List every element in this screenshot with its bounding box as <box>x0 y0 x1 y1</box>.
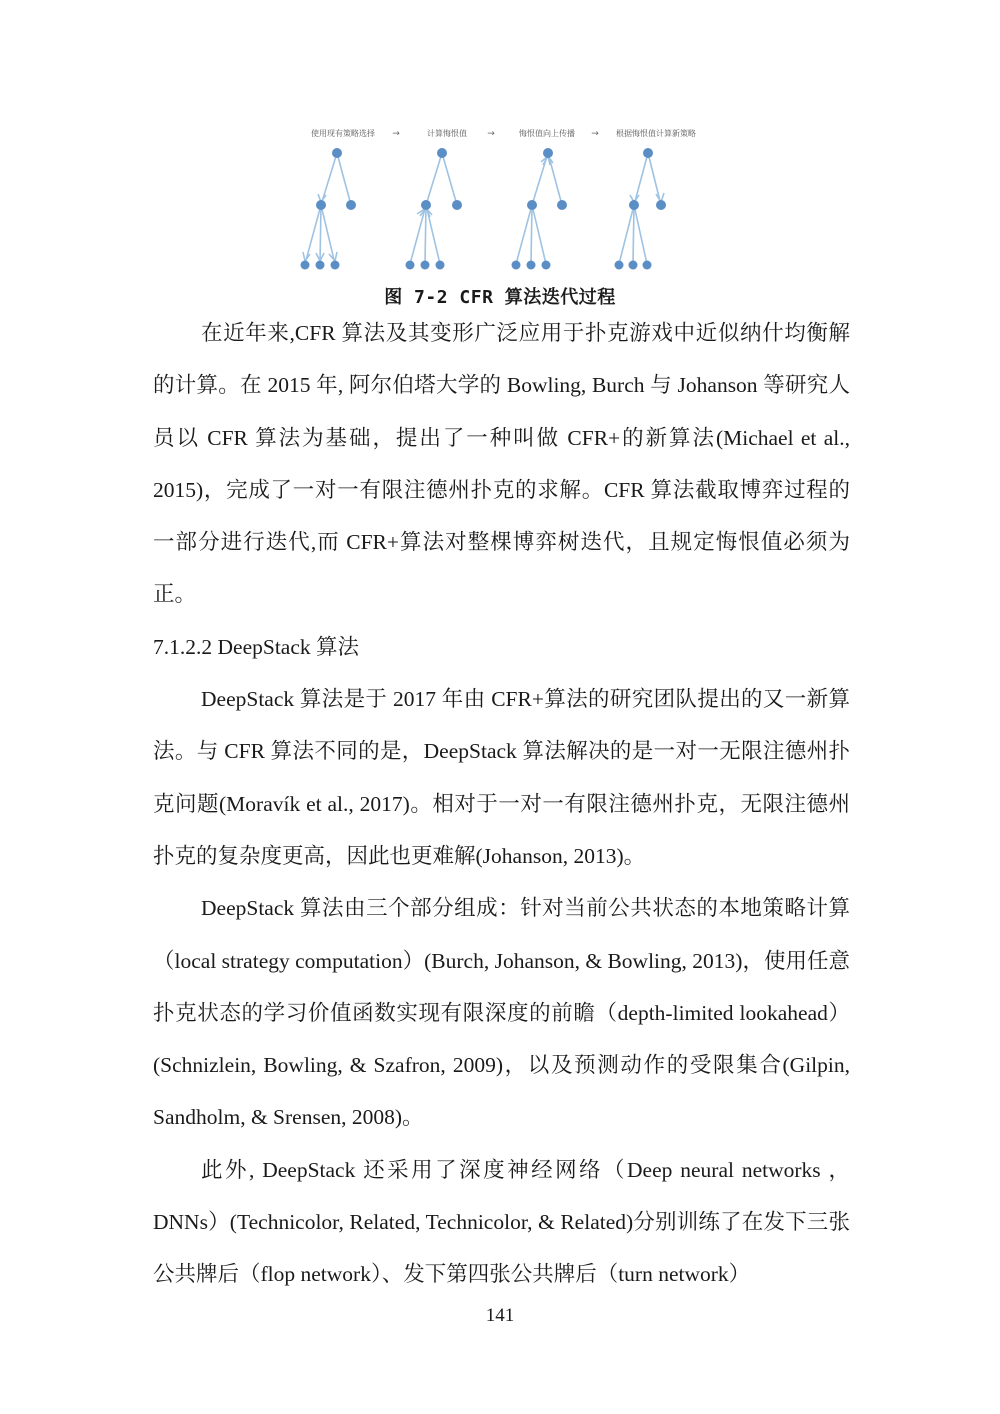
figure-caption: 图 7-2 CFR 算法迭代过程 <box>384 287 616 308</box>
step-label-2: 计算悔恨值 <box>427 129 467 138</box>
arrow-icon: → <box>591 129 599 139</box>
arrow-icon: → <box>392 129 400 139</box>
page-number: 141 <box>485 1305 515 1326</box>
tree-propagate-regret <box>512 148 568 270</box>
tree-new-strategy <box>615 148 667 270</box>
body-text <box>153 307 850 1301</box>
paragraph-cfr-plus: 在近年来,CFR 算法及其变形广泛应用于扑克游戏中近似纳什均衡解的计算。在 2015 年, 阿尔伯塔大学的 Bowling, Burch 与 Johanson 等研究人员以 CFR 算法为基础，提出了一种叫做 CFR+的新算法(Michael et al., 2015)，完成了一对一有限注德州扑克的求解。CFR 算法截取博弈过程的一部分进行迭代,而 CFR+算法对整棵博弈树迭代，且规定悔恨值必须为正。 <box>153 321 850 607</box>
paragraph-deepstack-components: DeepStack 算法由三个部分组成：针对当前公共状态的本地策略计算（local strategy computation）(Burch, Johanson, & Bowling, 2013)，使用任意扑克状态的学习价值函数实现有限深度的前瞻（depth-limited lookahead）(Schnizlein, Bowling, & Szafron, 2009)，以及预测动作的受限集合(Gilpin, Sandholm, & Srensen, 2008)。 <box>153 896 850 1130</box>
step-label-3: 悔恨值向上传播 <box>519 129 575 138</box>
arrow-icon: → <box>487 129 495 139</box>
tree-select-strategy <box>301 148 357 270</box>
tree-compute-regret <box>406 148 463 270</box>
cfr-iteration-figure <box>300 122 710 277</box>
paragraph-deepstack-dnn: 此外, DeepStack 还采用了深度神经网络（Deep neural networks ，DNNs）(Technicolor, Related, Technicolor, & Related)分别训练了在发下三张公共牌后（flop network）、发下第四张公共牌后（turn network） <box>153 1157 850 1287</box>
paragraph-deepstack-intro: DeepStack 算法是于 2017 年由 CFR+算法的研究团队提出的又一新算法。与 CFR 算法不同的是，DeepStack 算法解决的是一对一无限注德州扑克问题(Moravík et al., 2017)。相对于一对一有限注德州扑克，无限注德州扑克的复杂度更高，因此也更难解(Johanson, 2013)。 <box>153 687 850 868</box>
step-label-1: 使用现有策略选择 <box>311 129 375 138</box>
section-heading-deepstack: 7.1.2.2 DeepStack 算法 <box>153 634 360 659</box>
cfr-diagram <box>300 122 710 277</box>
step-label-4: 根据悔恨值计算新策略 <box>616 129 696 138</box>
